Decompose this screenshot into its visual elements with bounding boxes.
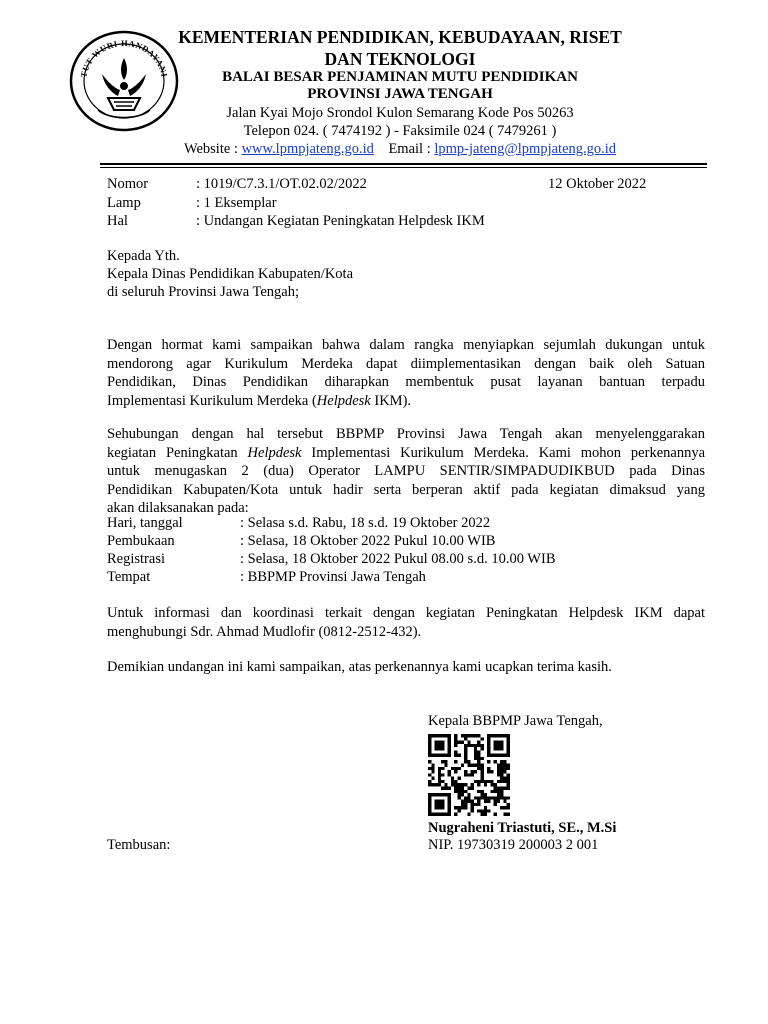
detail-value-registration: : Selasa, 18 Oktober 2022 Pukul 08.00 s.d. 10.00 WIB xyxy=(240,551,556,567)
paragraph-line: mendorong agar Kurikulum Merdeka dapat diimplementasikan dengan baik oleh Satuan xyxy=(107,355,705,372)
agency-name-line2: PROVINSI JAWA TENGAH xyxy=(307,86,493,102)
paragraph-line: untuk menugaskan 2 (dua) Operator LAMPU SENTIR/SIMPADUDIKBUD pada Dinas xyxy=(107,463,705,479)
detail-label-venue: Tempat xyxy=(107,569,151,585)
address: Jalan Kyai Mojo Srondol Kulon Semarang Kode Pos 50263 xyxy=(226,105,574,121)
paragraph-closing: Demikian undangan ini kami sampaikan, atas perkenannya kami ucapkan terima kasih. xyxy=(107,659,612,675)
signatory-title: Kepala BBPMP Jawa Tengah, xyxy=(428,713,603,729)
detail-label-opening: Pembukaan xyxy=(107,533,175,549)
qr-code-signature-icon xyxy=(428,734,510,816)
ministry-name-line1: KEMENTERIAN PENDIDIKAN, KEBUDAYAAN, RISET xyxy=(178,27,622,47)
paragraph-line: kegiatan Peningkatan Helpdesk Implementasi Kurikulum Merdeka. Kami mohon perkenannya xyxy=(107,444,706,461)
lamp-value: : 1 Eksemplar xyxy=(196,195,277,211)
tembusan-label: Tembusan: xyxy=(107,837,171,853)
detail-value-opening: : Selasa, 18 Oktober 2022 Pukul 10.00 WIB xyxy=(240,533,496,549)
paragraph-line: Sehubungan dengan hal tersebut BBPMP Provinsi Jawa Tengah akan menyelenggarakan xyxy=(107,426,705,442)
email-link[interactable]: lpmp-jateng@lpmpjateng.go.id xyxy=(434,141,617,157)
phone-fax: Telepon 024. ( 7474192 ) - Faksimile 024 ( 7479261 ) xyxy=(243,123,557,139)
nomor-label: Nomor xyxy=(107,176,149,192)
detail-value-date: : Selasa s.d. Rabu, 18 s.d. 19 Oktober 2022 xyxy=(240,515,491,531)
paragraph-line: Dengan hormat kami sampaikan bahwa dalam rangka menyiapkan sejumlah dukungan untuk xyxy=(107,337,705,353)
email-label: Email : xyxy=(388,141,435,157)
website-link[interactable]: www.lpmpjateng.go.id xyxy=(241,141,374,157)
hal-value: : Undangan Kegiatan Peningkatan Helpdesk IKM xyxy=(196,213,485,229)
detail-label-date: Hari, tanggal xyxy=(107,515,183,531)
recipient-location: di seluruh Provinsi Jawa Tengah; xyxy=(107,284,300,300)
paragraph-line: menghubungi Sdr. Ahmad Mudlofir (0812-2512-432). xyxy=(107,623,422,640)
nomor-value: : 1019/C7.3.1/OT.02.02/2022 xyxy=(196,176,367,192)
letterhead-rule-thick xyxy=(100,163,707,165)
signatory-name: Nugraheni Triastuti, SE., M.Si xyxy=(428,820,617,836)
hal-label: Hal xyxy=(107,213,128,229)
lamp-label: Lamp xyxy=(107,195,141,211)
detail-label-registration: Registrasi xyxy=(107,551,165,567)
letter-date: 12 Oktober 2022 xyxy=(548,176,647,192)
website-label: Website : xyxy=(183,141,242,157)
recipient-salutation: Kepada Yth. xyxy=(107,248,180,264)
paragraph-line: akan dilaksanakan pada: xyxy=(107,500,249,516)
paragraph-line: Pendidikan, Dinas Pendidikan diharapkan membentuk pusat layanan bantuan terpadu xyxy=(107,374,705,390)
letterhead-rule-thin xyxy=(100,167,707,168)
ministry-name-line2: DAN TEKNOLOGI xyxy=(324,49,476,69)
signatory-nip: NIP. 19730319 200003 2 001 xyxy=(428,837,599,853)
paragraph-line: Pendidikan Kabupaten/Kota untuk hadir serta berperan aktif pada kegiatan dimaksud yang xyxy=(107,481,705,498)
paragraph-event xyxy=(107,425,705,518)
paragraph-line: Implementasi Kurikulum Merdeka (Helpdesk IKM). xyxy=(107,392,412,409)
paragraph-contact xyxy=(107,604,705,641)
contact-line xyxy=(100,140,700,158)
detail-value-venue: : BBPMP Provinsi Jawa Tengah xyxy=(240,569,426,585)
paragraph-intro xyxy=(107,336,705,410)
agency-name-line1: BALAI BESAR PENJAMINAN MUTU PENDIDIKAN xyxy=(222,69,578,85)
paragraph-line: Untuk informasi dan koordinasi terkait dengan kegiatan Peningkatan Helpdesk IKM dapat xyxy=(107,605,705,621)
recipient-title: Kepala Dinas Pendidikan Kabupaten/Kota xyxy=(107,266,354,282)
logo-motto: TUT WURI HANDAYANI xyxy=(78,37,170,79)
